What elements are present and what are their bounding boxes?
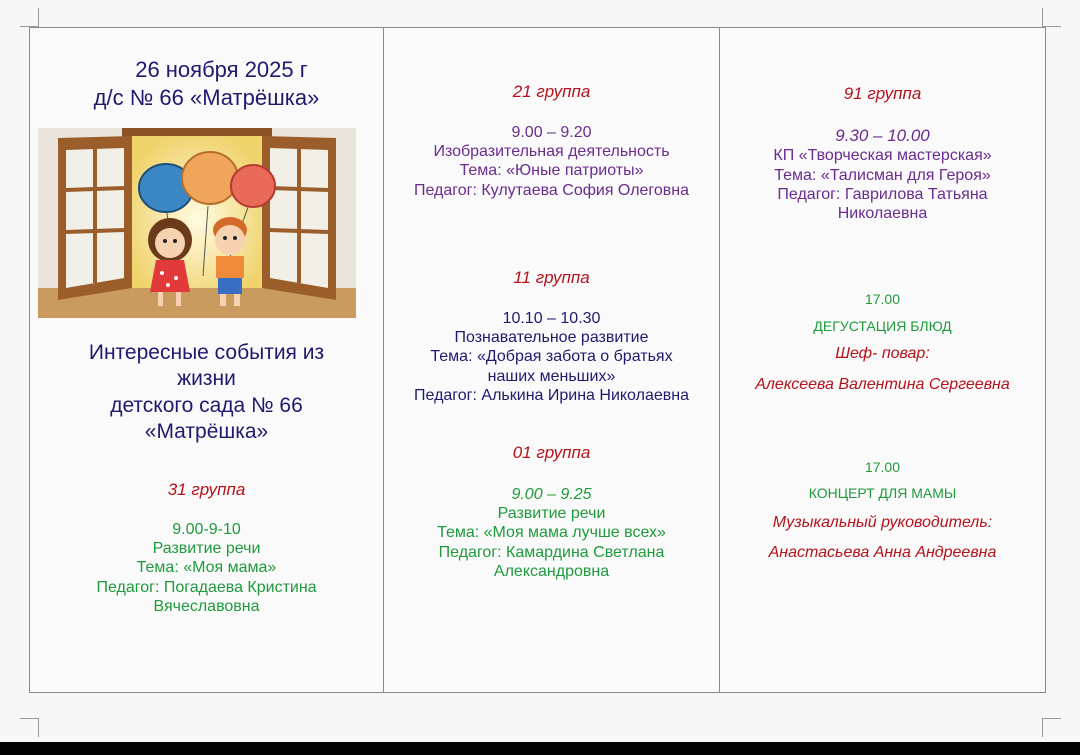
event-tasting-time: 17.00 [864,291,901,307]
group-31-details [30,520,383,616]
activity: КП «Творческая мастерская» [773,147,992,165]
group-91-name: 91 группа [843,84,922,103]
intro-text [30,340,383,445]
group-01-name: 01 группа [512,443,591,462]
intro-line: «Матрёшка» [144,419,269,443]
time: 9.00 – 9.25 [511,486,592,503]
teacher-cont: Александровна [493,562,610,580]
teacher: Педагог: Алькина Ирина Николаевна [414,386,689,404]
topic: Тема: «Талисман для Героя» [774,166,991,184]
group-31-block [30,480,383,500]
column-right [719,28,1045,692]
teacher: Педагог: Кулутаева София Олеговна [413,181,690,199]
event-concert-person: Анастасьева Анна Андреевна [768,544,997,561]
event-tasting-role: Шеф- повар: [835,345,930,362]
event-concert-time: 17.00 [864,459,901,475]
activity: Развитие речи [152,540,261,558]
time: 10.10 – 10.30 [502,310,601,327]
event-tasting-title: ДЕГУСТАЦИЯ БЛЮД [813,318,952,334]
kindergarten-name: д/с № 66 «Матрёшка» [93,85,320,111]
schedule-sheet [29,27,1046,693]
event-concert-title: КОНЦЕРТ ДЛЯ МАМЫ [808,485,957,501]
intro-line: детского сада № 66 [110,393,303,417]
crop-mark-bottom-left [20,718,39,737]
column-left [30,28,383,692]
teacher: Педагог: Гаврилова Татьяна [777,185,988,203]
crop-mark-top-right [1042,8,1061,27]
teacher-cont: Вячеславовна [153,597,260,615]
teacher: Педагог: Камардина Светлана [438,543,665,561]
intro-line: Интересные события из [88,341,325,364]
column-middle [383,28,719,692]
activity: Изобразительная деятельность [433,143,670,161]
group-01-details [384,485,719,581]
topic: Тема: «Моя мама лучше всех» [437,524,666,542]
header [30,56,383,112]
crop-mark-bottom-right [1042,718,1061,737]
time: 9.00 – 9.20 [511,124,592,141]
date: 26 ноября 2025 г [135,57,308,82]
group-21-name: 21 группа [512,82,591,101]
topic: Тема: «Добрая забота о братьях [430,348,673,366]
group-21-details [384,123,719,200]
topic-cont: наших меньших» [487,367,616,385]
teacher-cont: Николаевна [837,204,928,222]
event-tasting-person: Алексеева Валентина Сергеевна [755,376,1010,393]
children-balloons-illustration [38,128,356,318]
time: 9.00-9-10 [172,521,241,538]
intro-line: жизни [177,367,236,391]
teacher: Педагог: Погадаева Кристина [96,578,317,596]
activity: Развитие речи [497,505,606,523]
group-11-name: 11 группа [513,268,590,287]
topic: Тема: «Моя мама» [136,559,277,577]
event-concert-role: Музыкальный руководитель: [772,514,993,531]
activity: Познавательное развитие [454,329,649,347]
group-91-details [720,126,1045,223]
group-name: 31 группа [167,480,246,499]
topic: Тема: «Юные патриоты» [459,162,644,180]
crop-mark-top-left [20,8,39,27]
group-11-details [384,309,719,405]
time: 9.30 – 10.00 [835,126,930,145]
bottom-bar [0,742,1080,755]
